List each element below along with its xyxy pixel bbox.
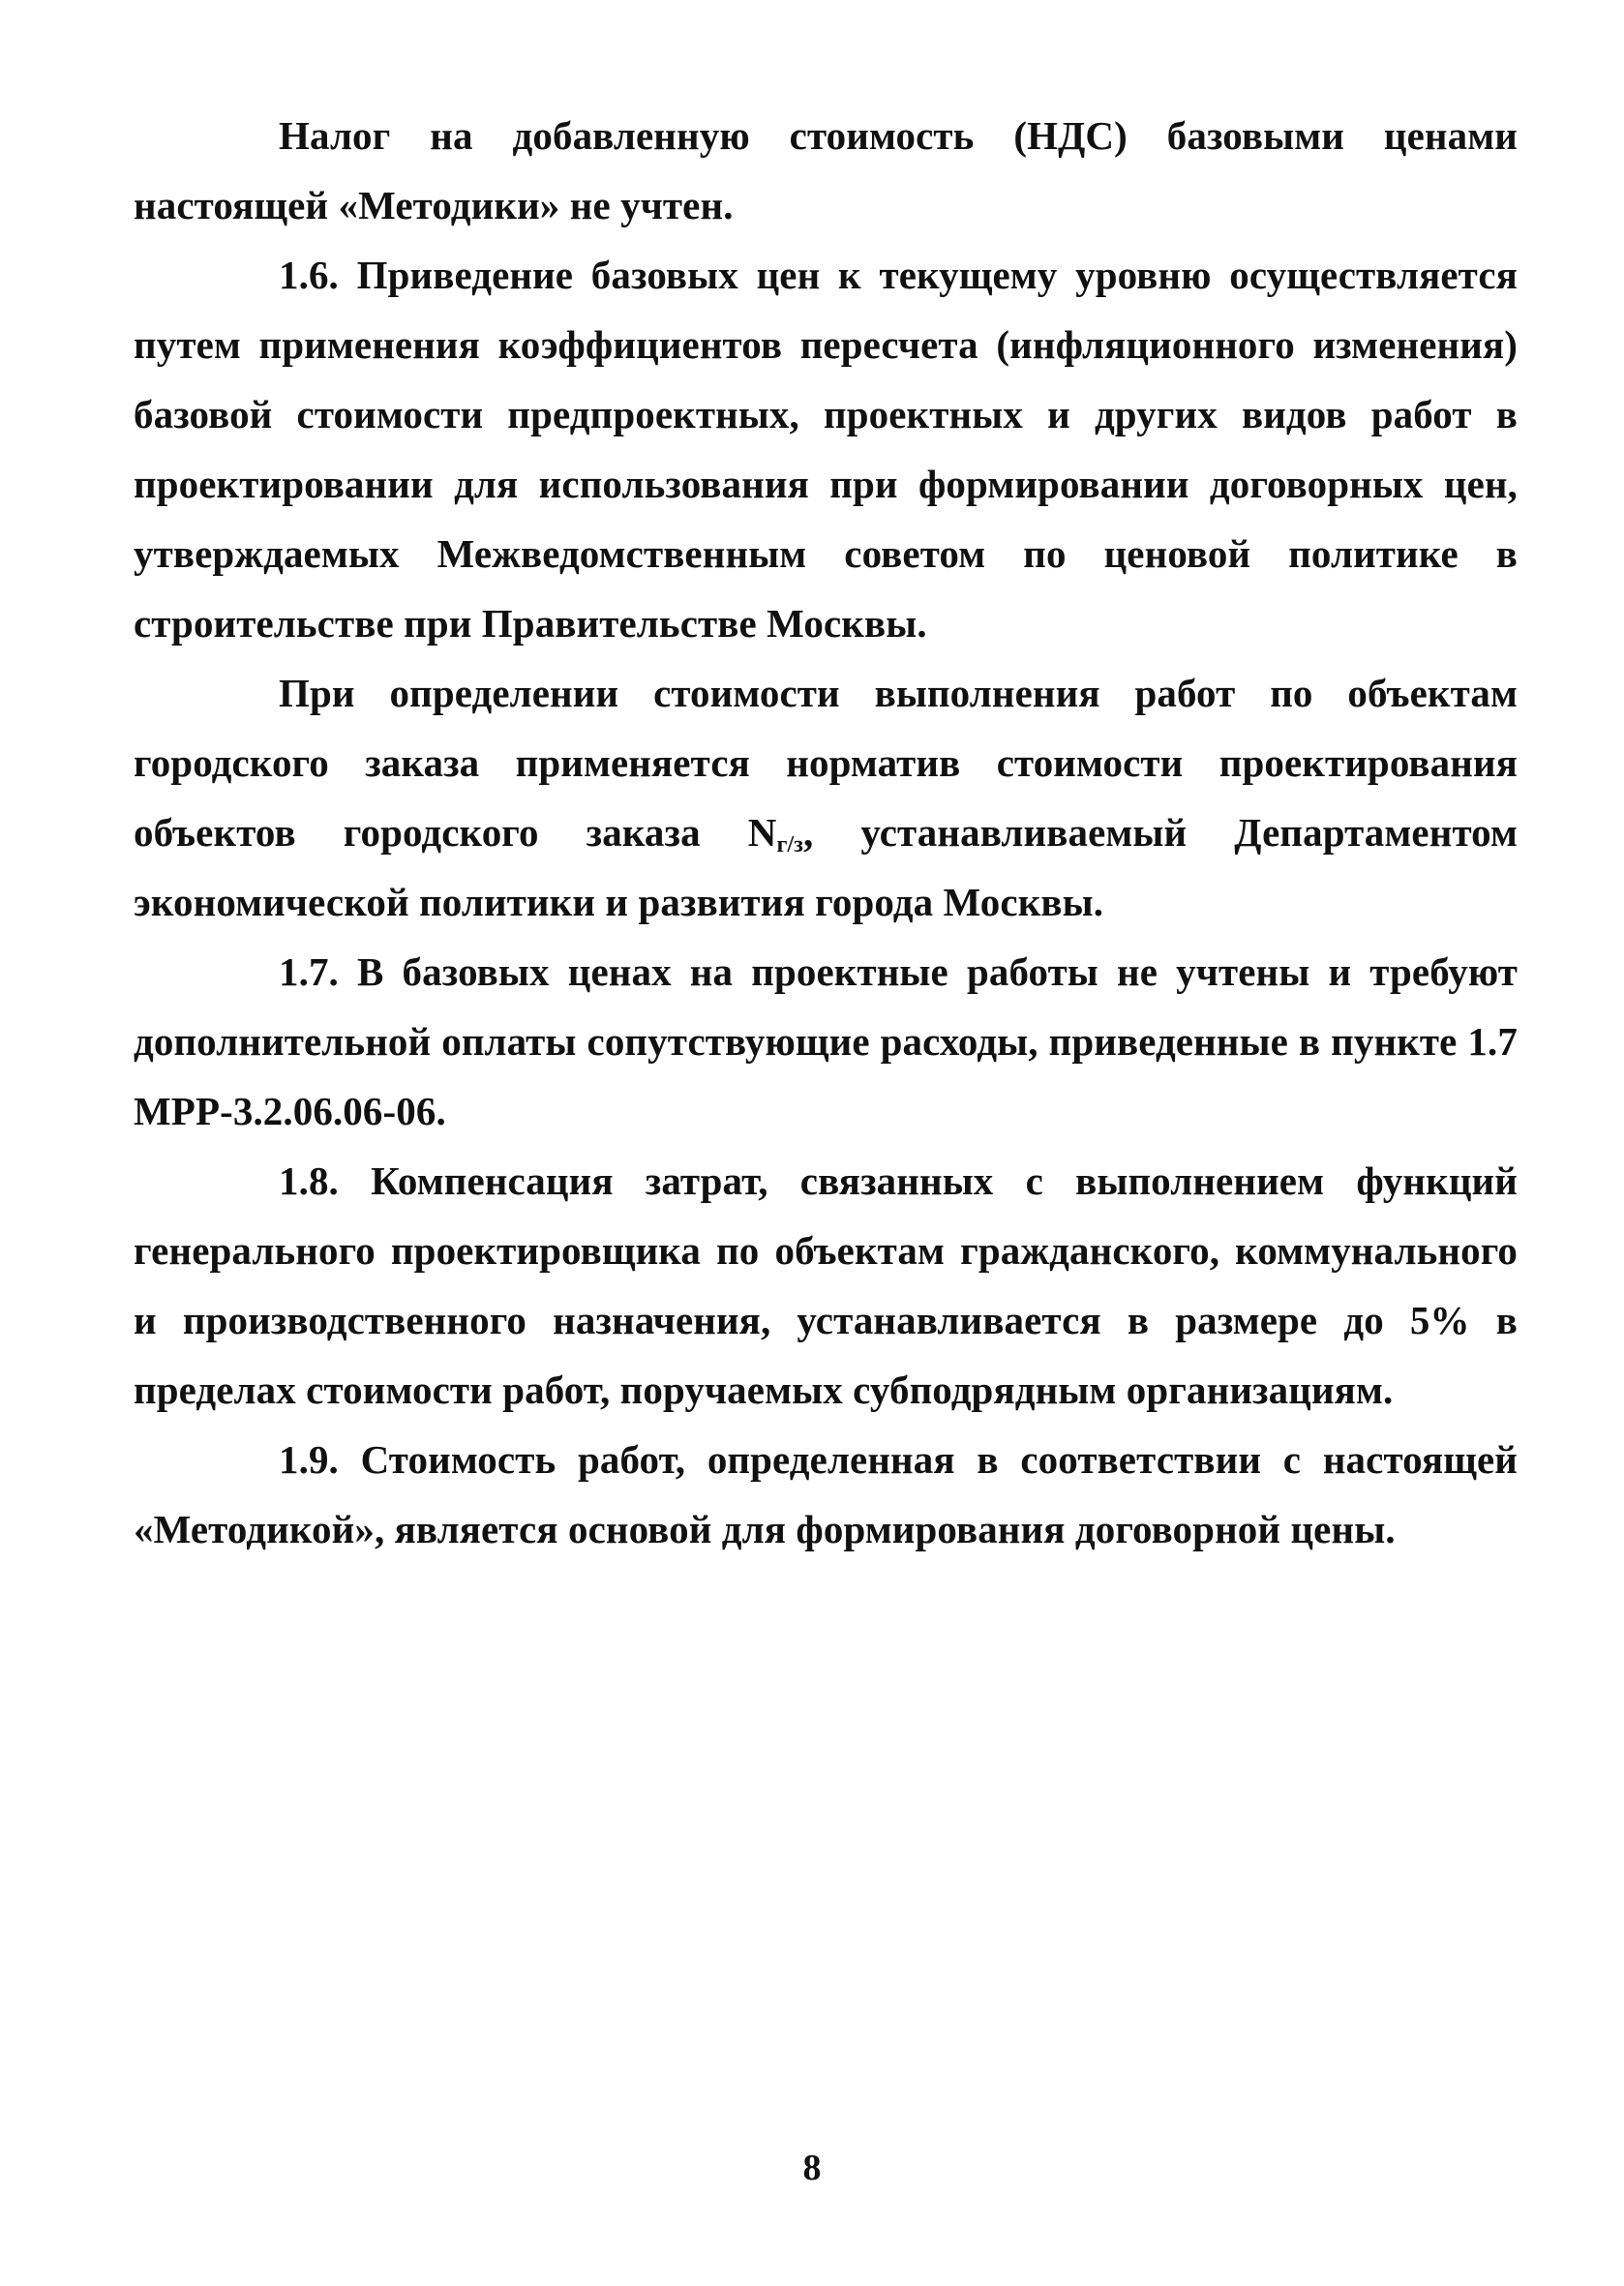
- paragraph-city-order-text-before: При определении стоимости выполнения работ по объектам городского заказа применяется норматив стоимости проектирования объектов городского заказа N: [134, 671, 1518, 855]
- paragraph-city-order-text-after: , устанавливаемый Департаментом экономической политики и развития города Москвы.: [134, 810, 1519, 924]
- document-body: [134, 101, 1518, 1564]
- paragraph-1-7: 1.7. В базовых ценах на проектные работы не учтены и требуют дополнительной оплаты сопутствующие расходы, приведенные в пункте 1.7 МРР-3.2.06.06-06.: [134, 949, 1518, 1133]
- paragraph-city-order-subscript: г/з: [776, 832, 803, 857]
- paragraph-city-order: [134, 658, 1518, 937]
- paragraph-vat: Налог на добавленную стоимость (НДС) базовыми ценами настоящей «Методики» не учтен.: [134, 113, 1518, 227]
- paragraph-1-9: 1.9. Стоимость работ, определенная в соответствии с настоящей «Методикой», является основой для формирования договорной цены.: [134, 1437, 1518, 1551]
- paragraph-1-8: 1.8. Компенсация затрат, связанных с выполнением функций генерального проектировщика по объектам гражданского, коммунального и производственного назначения, устанавливается в размере до 5% в пределах стоимости работ, поручаемых субподрядным организациям.: [134, 1158, 1518, 1412]
- paragraph-1-6: 1.6. Приведение базовых цен к текущему уровню осуществляется путем применения коэффициентов пересчета (инфляционного изменения) базовой стоимости предпроектных, проектных и других видов работ в проектировании для использования при формировании договорных цен, утверждаемых Межведомственным советом по ценовой политике в строительстве при Правительстве Москвы.: [134, 253, 1518, 646]
- page-number: 8: [802, 2148, 822, 2188]
